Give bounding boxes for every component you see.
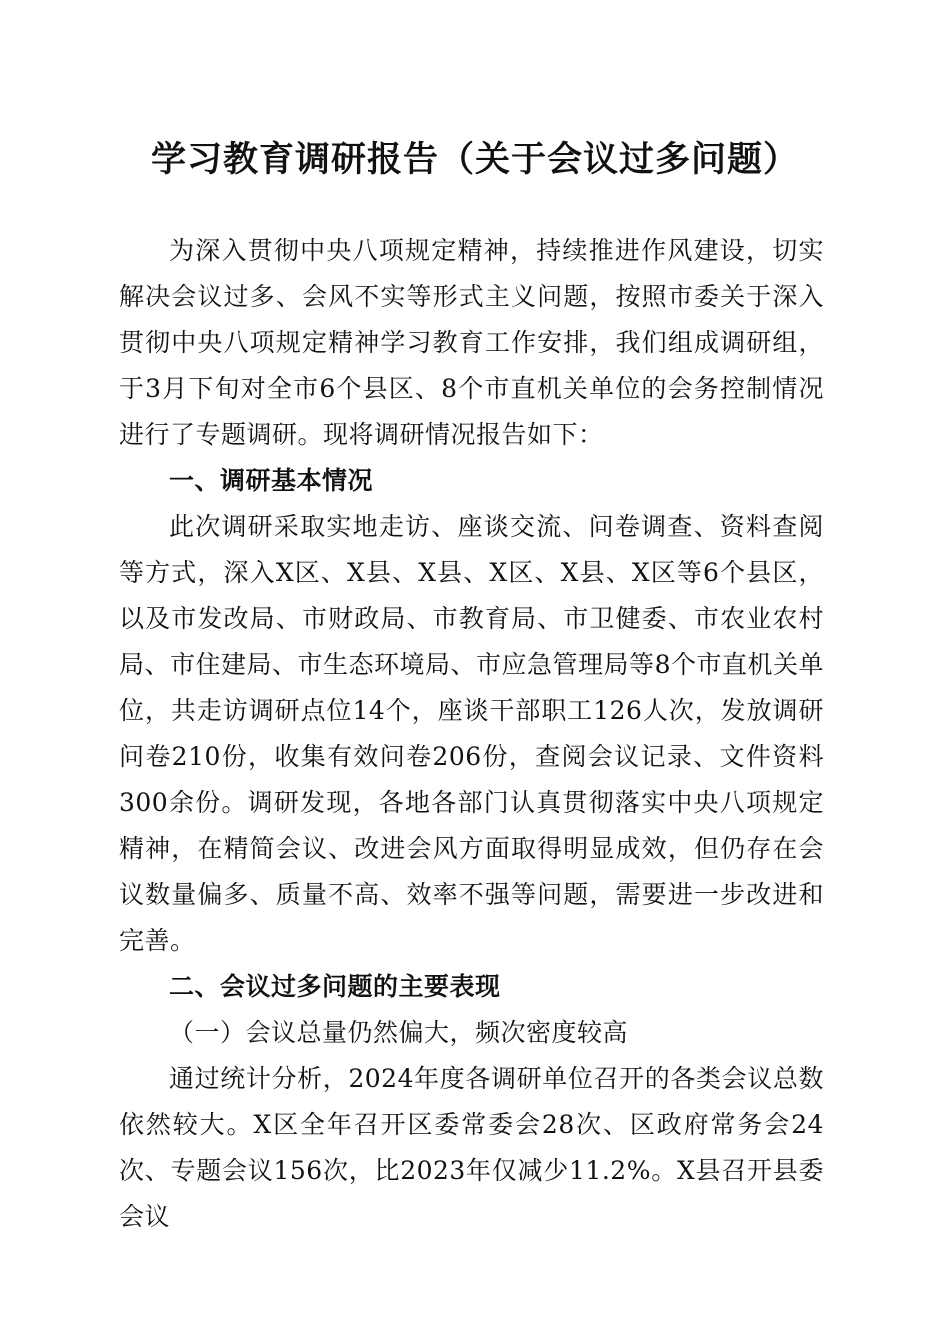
section-2-heading: 二、会议过多问题的主要表现: [169, 972, 501, 1001]
document-body: [119, 228, 824, 1240]
subsection-1-paragraph: 通过统计分析，2024年度各调研单位召开的各类会议总数依然较大。X区全年召开区委常委会28次、区政府常务会24次、专题会议156次，比2023年仅减少11.2%。X县召开县委会议: [119, 1064, 824, 1231]
section-1-heading: 一、调研基本情况: [169, 466, 374, 495]
document-title: 学习教育调研报告（关于会议过多问题）: [150, 139, 799, 180]
intro-paragraph: 为深入贯彻中央八项规定精神，持续推进作风建设，切实解决会议过多、会风不实等形式主义问题，按照市委关于深入贯彻中央八项规定精神学习教育工作安排，我们组成调研组，于3月下旬对全市6个县区、8个市直机关单位的会务控制情况进行了专题调研。现将调研情况报告如下：: [119, 236, 824, 449]
subsection-1-heading: （一）会议总量仍然偏大，频次密度较高: [169, 1018, 629, 1047]
section-1-paragraph: 此次调研采取实地走访、座谈交流、问卷调查、资料查阅等方式，深入X区、X县、X县、X区、X县、X区等6个县区，以及市发改局、市财政局、市教育局、市卫健委、市农业农村局、市住建局、市生态环境局、市应急管理局等8个市直机关单位，共走访调研点位14个，座谈干部职工126人次，发放调研问卷210份，收集有效问卷206份，查阅会议记录、文件资料300余份。调研发现，各地各部门认真贯彻落实中央八项规定精神，在精简会议、改进会风方面取得明显成效，但仍存在会议数量偏多、质量不高、效率不强等问题，需要进一步改进和完善。: [119, 512, 824, 955]
